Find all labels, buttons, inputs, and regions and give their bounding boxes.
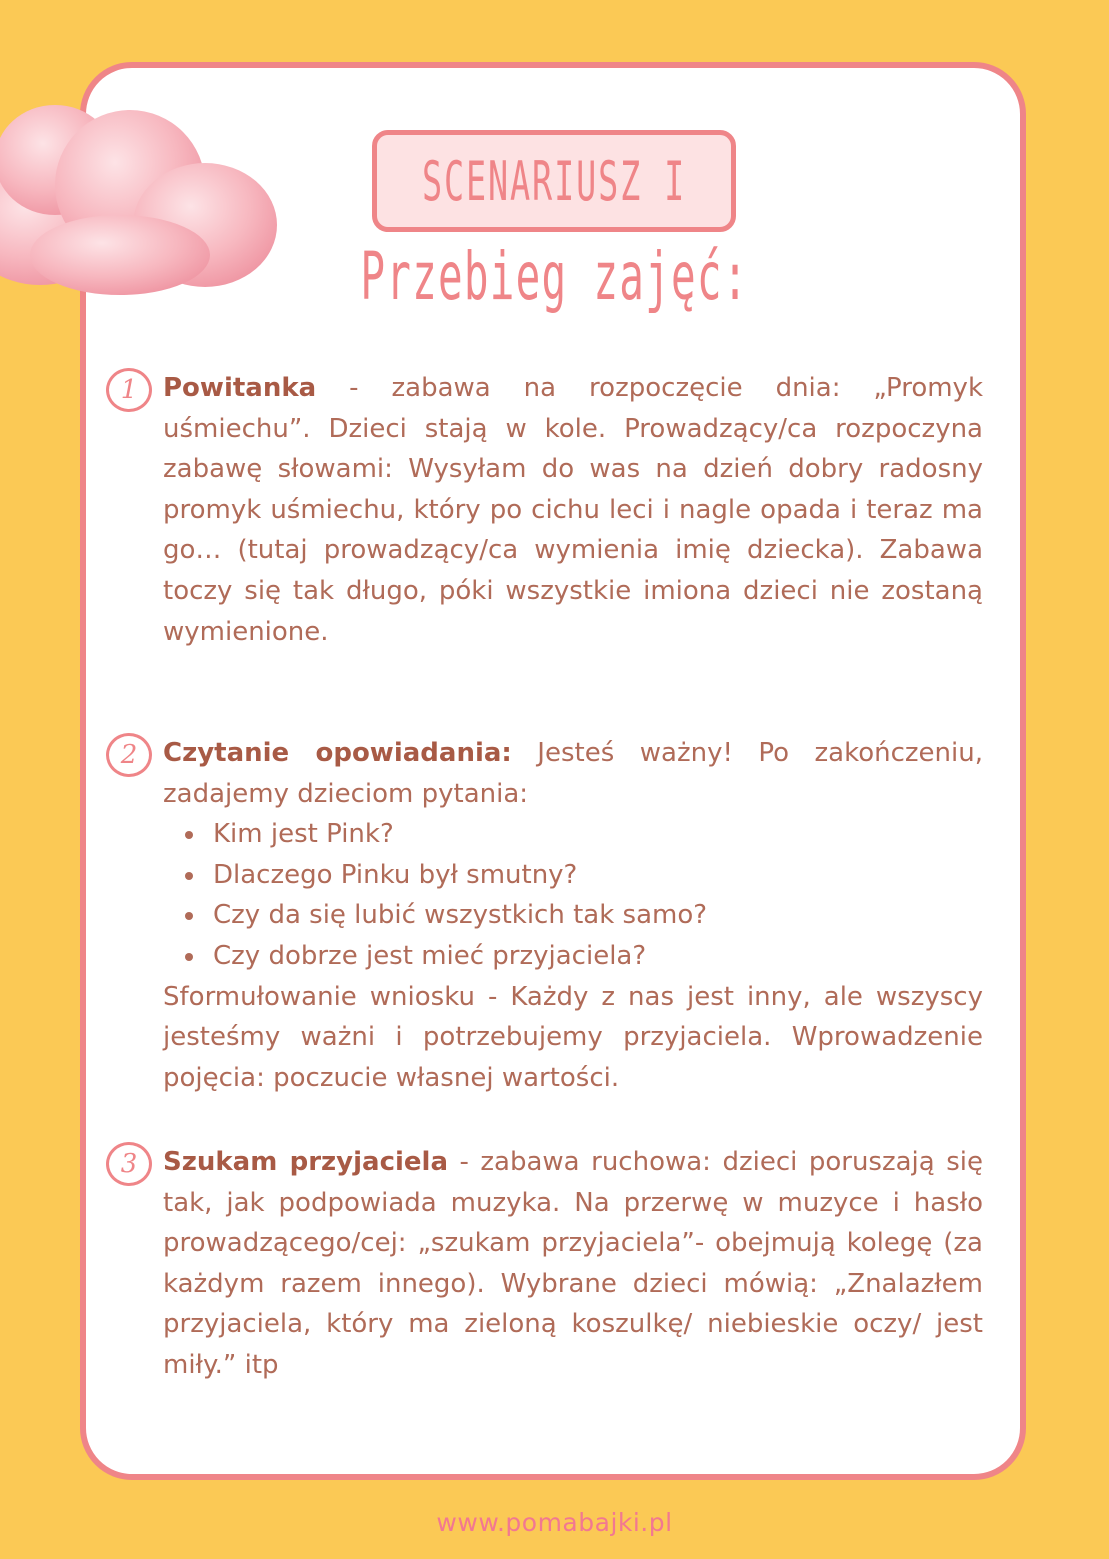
step-1-heading: Powitanka xyxy=(163,373,317,403)
page-title: SCENARIUSZ I xyxy=(421,149,687,213)
step-2-conclusion: Sformułowanie wniosku - Każdy z nas jest inny, ale wszyscy jesteśmy ważni i potrzebujemy przyjaciela. Wprowadzenie pojęcia: poczucie własnej wartości. xyxy=(163,981,983,1093)
step-1-paragraph xyxy=(163,368,983,652)
step-3-text: - zabawa ruchowa: dzieci poruszają się tak, jak podpowiada muzyka. Na przerwę w muzyce i hasło prowadzącego/cej: „szukam przyjaciela”- obejmują kolegę (za każdym razem innego). Wybrane dzieci mówią: „Znalazłem przyjaciela, który ma zieloną koszulkę/ niebieskie oczy/ jest miły.” itp xyxy=(163,1147,983,1380)
list-item: Dlaczego Pinku był smutny? xyxy=(213,855,983,896)
step-number-2: 2 xyxy=(106,733,152,777)
page-subtitle: Przebieg zajęć: xyxy=(360,238,749,315)
step-3-paragraph xyxy=(163,1142,983,1386)
step-number-1: 1 xyxy=(106,368,152,412)
list-item: Kim jest Pink? xyxy=(213,814,983,855)
step-3-heading: Szukam przyjaciela xyxy=(163,1147,448,1177)
step-2-heading: Czytanie opowiadania: xyxy=(163,738,512,768)
step-number-3: 3 xyxy=(106,1142,152,1186)
title-box xyxy=(372,130,736,232)
step-2-block xyxy=(163,733,983,1098)
step-1-text: - zabawa na rozpoczęcie dnia: „Promyk uśmiechu”. Dzieci stają w kole. Prowadzący/ca rozpoczyna zabawę słowami: Wysyłam do was na dzień dobry radosny promyk uśmiechu, który po cichu leci i nagle opada i teraz ma go… (tutaj prowadzący/ca wymienia imię dziecka). Zabawa toczy się tak długo, póki wszystkie imiona dzieci nie zostaną wymienione. xyxy=(163,373,983,647)
footer-url[interactable]: www.pomabajki.pl xyxy=(436,1508,673,1537)
questions-list xyxy=(163,814,983,976)
list-item: Czy dobrze jest mieć przyjaciela? xyxy=(213,936,983,977)
step-2-paragraph xyxy=(163,733,983,814)
list-item: Czy da się lubić wszystkich tak samo? xyxy=(213,895,983,936)
step-2-text: Jesteś ważny! Po zakończeniu, zadajemy dzieciom pytania: xyxy=(163,738,984,809)
